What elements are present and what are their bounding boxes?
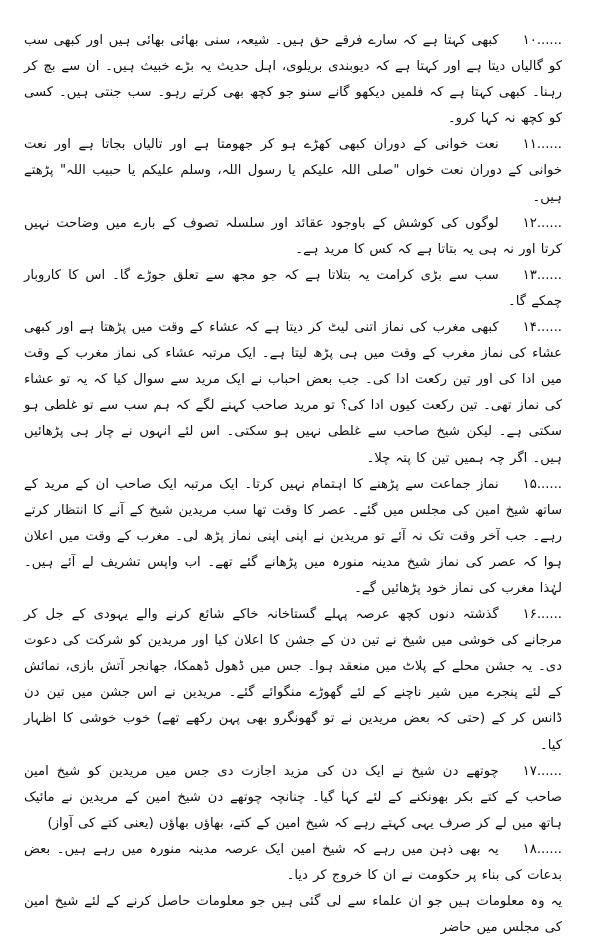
paragraph-16 bbox=[24, 602, 562, 759]
paragraph-number: ۱۲...... bbox=[522, 215, 562, 231]
paragraph-17 bbox=[24, 759, 562, 837]
paragraph-text: نعت خوانی کے دوران کبھی کھڑے ہو کر جھومتا ہے اور تالیاں بجاتا ہے اور نعت خوانی کے دوران نعت خواں "صلی اللہ علیکم یا رسول اللہ، وسلم علیکم یا حبیب اللہ" پڑھتے ہیں۔ bbox=[24, 137, 562, 205]
paragraph-18 bbox=[24, 837, 562, 889]
paragraph-text: کبھی مغرب کی نماز اتنی لیٹ کر دیتا ہے کہ عشاء کے وقت میں پڑھتا ہے اور کبھی عشاء کی نماز مغرب کے وقت میں ہی پڑھ لیتا ہے۔ ایک مرتبہ عشاء کی نماز مغرب کے وقت میں ادا کی اور تین رکعت ادا کی۔ جب بعض احباب نے ایک مرید سے سوال کیا کہ یہ تو عشاء کی نماز تھی۔ تین رکعت کیوں ادا کی؟ تو مرید صاحب کہنے لگے کہ ہم سب سے تو غلطی ہو سکتی ہے۔ لیکن شیخ صاحب سے غلطی نہیں ہو سکتی۔ اس لئے انہوں نے چار ہی پڑھائیں ہیں۔ اگر چہ ہمیں تین کا پتہ چلا۔ bbox=[24, 320, 562, 466]
paragraph-text: یہ وہ معلومات ہیں جو ان علماء سے لی گئی ہیں جو معلومات حاصل کرنے کے لئے شیخ امین کی مجلس میں حاضر bbox=[24, 894, 562, 936]
paragraph-14 bbox=[24, 315, 562, 472]
paragraph-12 bbox=[24, 211, 562, 263]
paragraph-15 bbox=[24, 472, 562, 602]
paragraph-number: ۱۳...... bbox=[522, 267, 562, 283]
paragraph-number: ۱۷...... bbox=[522, 763, 562, 779]
paragraph-text: کبھی کہتا ہے کہ سارے فرقے حق ہیں۔ شیعہ، سنی بھائی بھائی ہیں اور کبھی سب کو گالیاں دیتا ہے اور کہتا ہے کہ دیوبندی بریلوی، اہل حدیث یہ بڑے خبیث ہیں۔ ان سے بچ کر رہنا۔ کبھی کہتا ہے کہ فلمیں دیکھو گانے سنو جو کچھ بھی کرتے رہو۔ سب جنتی ہیں۔ کسی کو کچھ نہ کہا کرو۔ bbox=[24, 33, 562, 127]
paragraph-10 bbox=[24, 28, 562, 132]
paragraph-text: یہ بھی ذہن میں رہے کہ شیخ امین ایک عرصہ مدینہ منورہ میں رہے ہیں۔ بعض بدعات کی بناء پر حکومت نے ان کا خروج کر دیا۔ bbox=[24, 841, 562, 883]
paragraph-number: ۱۸...... bbox=[522, 841, 562, 857]
paragraph-number: ۱۱...... bbox=[522, 137, 562, 153]
paragraph-text: سب سے بڑی کرامت یہ بتلاتا ہے کہ جو مجھ سے تعلق جوڑے گا۔ اس کا کاروبار چمکے گا۔ bbox=[24, 267, 562, 309]
paragraph-text: نماز جماعت سے پڑھنے کا اہتمام نہیں کرتا۔ ایک مرتبہ ایک صاحب ان کے مرید کے ساتھ شیخ امین کی مجلس میں گئے۔ عصر کا وقت تھا سب مریدین شیخ کے آنے کا انتظار کرتے رہے۔ جب آخر وقت تک نہ آئے تو مریدین نے اپنی اپنی نماز پڑھ لی۔ مغرب کے وقت میں اعلان ہوا کہ عصر کی نماز شیخ مدینہ منورہ میں پڑھانے گئے تھے۔ اب واپس تشریف لے آئے ہیں۔ لہٰذا مغرب کی نماز خود پڑھائیں گے۔ bbox=[24, 476, 562, 596]
paragraph-closing bbox=[24, 889, 562, 941]
paragraph-number: ۱۰...... bbox=[522, 33, 562, 48]
paragraph-11 bbox=[24, 132, 562, 210]
paragraph-text: گذشتہ دنوں کچھ عرصہ پہلے گستاخانہ خاکے شائع کرنے والے یہودی کے جل کر مرجانے کی خوشی میں شیخ نے تین دن کے جشن کا اعلان کیا اور مریدین کو شرکت کی دعوت دی۔ یہ جشن محلے کے پلاٹ میں منعقد ہوا۔ جس میں ڈھول ڈھمکا، جھانجر آتش بازی، نمائش کے لئے پنجرے میں شیر ناچنے کے لئے گھوڑے منگوائے گئے۔ مریدین نے اس جشن میں تین دن ڈانس کر کے (حتی کہ بعض مریدین نے تو گھونگرو بھی پہن رکھے تھے) خوب خوشی کا اظہار کیا۔ bbox=[24, 607, 562, 753]
paragraph-number: ۱۵...... bbox=[522, 476, 562, 492]
paragraph-text: لوگوں کی کوشش کے باوجود عقائد اور سلسلہ تصوف کے بارے میں وضاحت نہیں کرتا اور نہ ہی یہ بتاتا ہے کہ کس کا مرید ہے۔ bbox=[24, 215, 562, 257]
paragraph-text: چوتھے دن شیخ نے ایک دن کی مزید اجازت دی جس میں مریدین کو شیخ امین صاحب کے کتے بکر بھونکنے کے لئے کہا گیا۔ چنانچہ چوتھے دن شیخ امین کے مریدین نے مائیک ہاتھ میں لے کر صرف یہی کہتے رہے کہ شیخ امین کے کتے، بھاؤں بھاؤں (یعنی کتے کی آواز) bbox=[24, 763, 562, 831]
paragraph-number: ۱۶...... bbox=[522, 607, 562, 623]
paragraph-number: ۱۴...... bbox=[522, 320, 562, 336]
paragraph-13 bbox=[24, 263, 562, 315]
